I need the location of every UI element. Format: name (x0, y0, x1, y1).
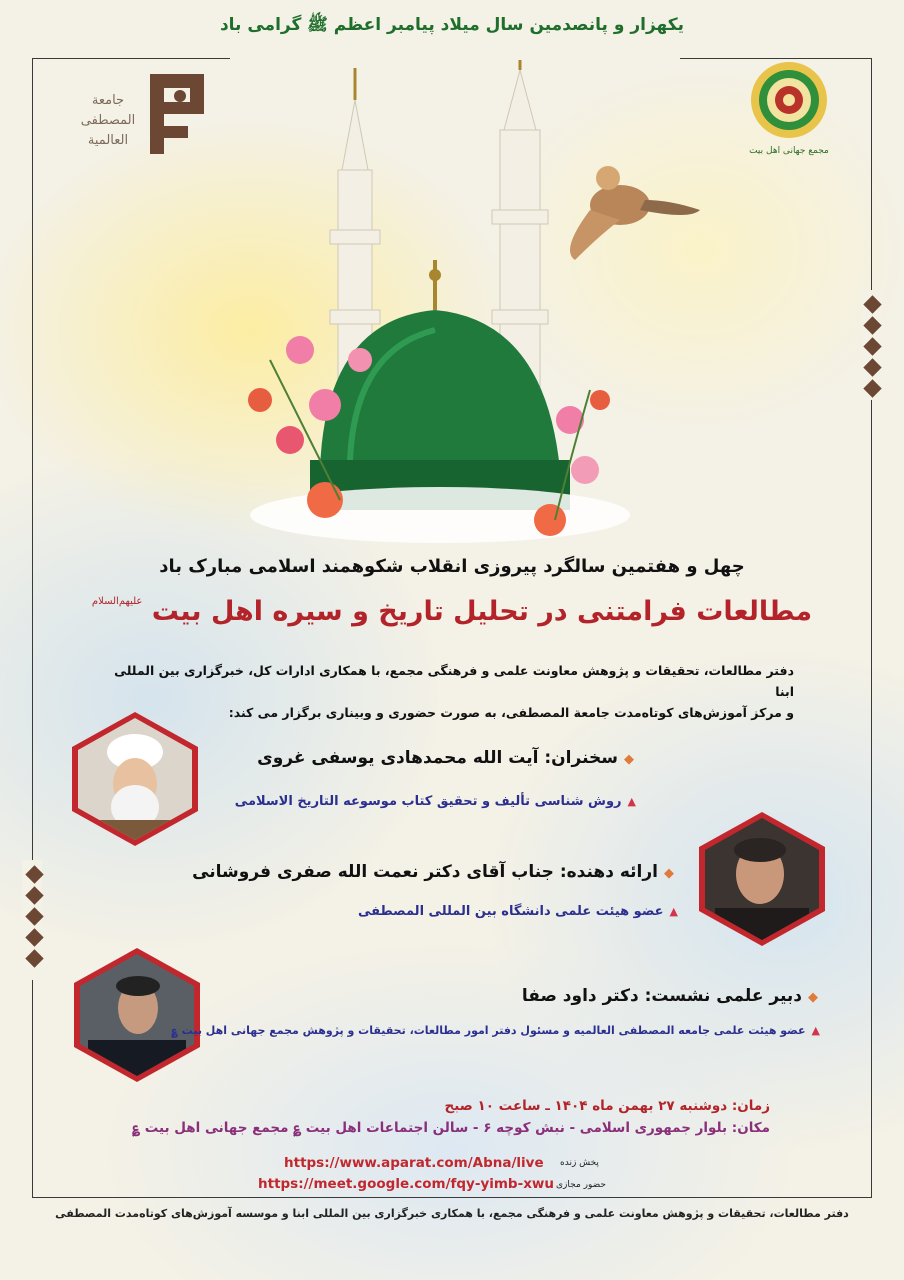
honorific: علیهم‌السلام (91, 596, 143, 607)
diamond-bullet-icon: ◆ (664, 866, 674, 881)
speaker-1-topic-text: روش شناسی تألیف و تحقیق کتاب موسوعه التاریخ الاسلامی (234, 794, 622, 809)
intro-line-1: دفتر مطالعات، تحقیقات و پژوهش معاونت علمی و فرهنگی مجمع، با همکاری ادارات کل، خبرگزاری بین المللی ابنا (114, 663, 794, 699)
speaker-2-affiliation-text: عضو هیئت علمی دانشگاه بین المللی المصطفی (357, 904, 664, 919)
virtual-meeting-link[interactable]: https://meet.google.com/fqy-yimb-xwu (258, 1176, 554, 1192)
speaker-3-affiliation (171, 1024, 820, 1037)
live-stream-link[interactable]: https://www.aparat.com/Abna/live (284, 1155, 544, 1171)
speaker-1-title (257, 748, 634, 768)
diamond-bullet-icon: ◆ (624, 752, 634, 767)
bird-icon (570, 166, 700, 260)
footer-organizers: دفتر مطالعات، تحقیقات و پژوهش معاونت علمی و فرهنگی مجمع، با همکاری خبرگزاری بین المللی ابنا و موسسه آموزش‌های کوتاه‌مدت المصطفی (55, 1207, 849, 1220)
diamond-ornament-right (864, 296, 881, 397)
speaker-3-title (522, 986, 818, 1006)
green-dome-illustration (230, 60, 700, 550)
anniversary-subtitle: چهل و هفتمین سالگرد پیروزی انقلاب شکوهمند اسلامی مبارک باد (159, 556, 745, 577)
speaker-2-title (192, 862, 674, 882)
event-title (0, 596, 904, 627)
logo-text-line3: العالمية (87, 133, 129, 148)
speaker-photo-2 (695, 812, 829, 946)
top-title: یکهزار و پانصدمین سال میلاد پیامبر اعظم ﷺ گرامی باد (219, 15, 685, 35)
virtual-label: حضور مجازی (556, 1180, 606, 1190)
al-mustafa-logo (68, 68, 218, 158)
speaker-photo-1 (68, 712, 202, 846)
diamond-ornament-left (26, 866, 43, 967)
ahlul-bayt-assembly-logo (744, 60, 834, 170)
intro-line-2: و مرکز آموزش‌های کوتاه‌مدت جامعة المصطفی، به صورت حضوری و وبیناری برگزار می کند: (228, 705, 794, 720)
event-title-text: مطالعات فرامتنی در تحلیل تاریخ و سیره اهل بیت (151, 596, 813, 627)
diamond-bullet-icon: ◆ (808, 990, 818, 1005)
speaker-photo-3 (70, 948, 204, 1082)
speaker-1-name: سخنران: آیت الله محمدهادی یوسفی غروی (257, 748, 618, 768)
triangle-bullet-icon: ▲ (669, 905, 678, 918)
logo-text-line1: جامعة (91, 93, 125, 108)
speaker-2-name: ارائه دهنده: جناب آقای دکتر نعمت الله صفری فروشانی (192, 862, 658, 882)
event-place: مکان: بلوار جمهوری اسلامی - نبش کوچه ۶ - سالن اجتماعات اهل بیت ؏ مجمع جهانی اهل بیت ؏ (132, 1120, 770, 1136)
live-label: پخش زنده (560, 1158, 599, 1168)
logo-caption: مجمع جهانی اهل بیت (749, 146, 829, 156)
speaker-1-topic (235, 794, 636, 809)
speaker-3-name: دبیر علمی نشست: دکتر داود صفا (521, 986, 802, 1006)
logo-text-line2: المصطفى (80, 113, 136, 128)
triangle-bullet-icon: ▲ (811, 1024, 820, 1037)
rosette-icon (749, 60, 829, 140)
speaker-2-affiliation (358, 904, 678, 919)
event-time: زمان: دوشنبه ۲۷ بهمن ماه ۱۴۰۴ ـ ساعت ۱۰ صبح (444, 1098, 770, 1114)
triangle-bullet-icon: ▲ (627, 795, 636, 808)
speaker-3-affiliation-text: عضو هیئت علمی جامعه المصطفی العالمیه و مسئول دفتر امور مطالعات، تحقیقات و پژوهش مجمع جهانی اهل بیت ؏ (171, 1024, 806, 1037)
